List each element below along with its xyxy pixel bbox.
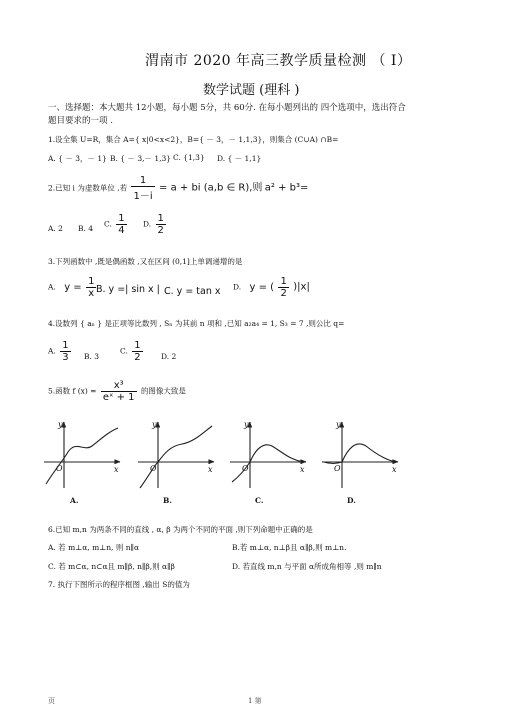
q3-option-a bbox=[48, 276, 98, 299]
graph-d bbox=[322, 422, 398, 488]
q4-optc-num: 1 bbox=[134, 340, 141, 351]
graph-b-o: O bbox=[150, 464, 157, 473]
q2-prefix: 2.已知 i 为虚数单位 ,若 bbox=[48, 183, 128, 193]
q4-opta-frac bbox=[60, 340, 70, 363]
q4-optc-label: C. bbox=[120, 346, 128, 356]
q1-option-d: D. { － 1,1} bbox=[217, 154, 262, 163]
q5-graph-label-b: B. bbox=[163, 496, 172, 505]
graph-a-o: O bbox=[56, 464, 63, 473]
q3-optd-lhs: y = ( bbox=[249, 281, 275, 293]
q2-option-d-label: D. bbox=[143, 219, 152, 229]
q2-expr: a² + b³= bbox=[264, 182, 309, 194]
q3-stem: 3.下列函数中 ,既是偶函数 ,又在区间 (0,1]上单调递增的是 bbox=[48, 257, 243, 266]
q4-stem: 4.设数列 { aₙ } 是正项等比数列 , Sₙ 为其前 n 项和 ,已知 a₂a₄ = 1, S₃ = 7 ,则公比 q= bbox=[48, 319, 345, 328]
q4-option-b: B. 3 bbox=[84, 352, 100, 361]
q4-optc-frac bbox=[132, 340, 142, 363]
graph-c-y: y bbox=[244, 420, 249, 429]
graph-d-o: O bbox=[334, 464, 341, 473]
q2-optd-num: 1 bbox=[157, 213, 164, 224]
q4-option-d: D. 2 bbox=[161, 352, 177, 361]
q1-option-a: A. { － 3，－ 1} bbox=[48, 154, 107, 163]
q5-fraction bbox=[101, 380, 137, 403]
q4-option-c bbox=[120, 340, 145, 363]
q2-option-c bbox=[104, 213, 129, 236]
q2-option-a: A. 2 bbox=[48, 224, 63, 233]
q2-optc-den: 4 bbox=[118, 225, 125, 236]
q3-optd-label: D. bbox=[233, 282, 242, 292]
q2-optd-den: 2 bbox=[157, 225, 164, 236]
q5-graph-label-a: A. bbox=[70, 496, 79, 505]
graph-c-x: x bbox=[300, 465, 305, 474]
q6-option-b: B.若 m⊥α, n⊥β且 α∥β,则 m⊥n. bbox=[232, 543, 347, 552]
q3-option-c: C. y = tan x bbox=[164, 286, 221, 297]
q1-option-b: B. { － 3,－ 1,3} bbox=[110, 154, 172, 163]
q7-stem: 7. 执行下图所示的程序框图 ,输出 S的值为 bbox=[48, 580, 190, 589]
q2-option-c-frac bbox=[116, 213, 126, 236]
q1-stem: 1.设全集 U=R，集合 A={ x|0<x<2}，B={ － 3，－ 1,1,3}，则集合 (C∪A) ∩B= bbox=[48, 135, 339, 144]
q2-mid: = a + bi (a,b ∈ R),则 bbox=[159, 182, 263, 194]
q5-suffix: 的图像大致是 bbox=[140, 386, 186, 396]
graph-c bbox=[230, 422, 306, 488]
q5-frac-num: x³ bbox=[101, 380, 137, 392]
graph-a bbox=[44, 422, 120, 488]
q4-opta-label: A. bbox=[48, 346, 56, 356]
q5-prefix: 5.函数 f (x) = bbox=[48, 386, 97, 396]
q3-optd-frac bbox=[278, 276, 288, 299]
q4-opta-den: 3 bbox=[62, 352, 69, 363]
q3-option-b: B. y =| sin x | bbox=[96, 284, 160, 295]
q4-option-a bbox=[48, 340, 73, 363]
q2-option-c-label: C. bbox=[104, 219, 112, 229]
q3-opta-lhs: y = bbox=[64, 281, 82, 293]
graph-b bbox=[138, 422, 214, 488]
section-intro-line2: 题目要求的一项 . bbox=[48, 116, 113, 126]
q5-graphs bbox=[40, 418, 400, 494]
page-title: 渭南市 2020 年高三教学质量检测 （ Ⅰ） bbox=[145, 53, 412, 69]
q6-option-c: C. 若 m⊂α, n⊂α且 m∥β, n∥β,则 α∥β bbox=[48, 562, 175, 571]
q6-option-d: D. 若直线 m,n 与平面 α所成角相等 ,则 m∥n bbox=[232, 562, 382, 571]
q2-frac-num: 1 bbox=[131, 175, 154, 187]
q2-option-b: B. 4 bbox=[78, 224, 94, 233]
q3-opta-label: A. bbox=[48, 282, 56, 292]
q2-frac-den: 1－i bbox=[133, 191, 153, 202]
q3-optd-den: 2 bbox=[280, 288, 287, 299]
q4-opta-num: 1 bbox=[62, 340, 69, 351]
q3-optd-rhs: )|x| bbox=[293, 281, 310, 293]
graph-c-o: O bbox=[242, 464, 249, 473]
footer-page-number: 1 第 bbox=[248, 697, 262, 705]
q2-option-d-frac bbox=[156, 213, 166, 236]
q5-graph-label-c: C. bbox=[255, 496, 264, 505]
q4-optc-den: 2 bbox=[134, 352, 141, 363]
q1-option-c: C. {1,3} bbox=[173, 153, 205, 162]
q5-stem bbox=[48, 380, 186, 403]
q6-option-a: A. 若 m⊥α, m⊥n, 则 n∥α bbox=[48, 543, 140, 552]
graph-b-y: y bbox=[152, 420, 157, 429]
q3-optd-num: 1 bbox=[280, 276, 287, 287]
q5-frac-den: eˣ + 1 bbox=[102, 392, 135, 403]
footer-left: 页 bbox=[48, 697, 55, 705]
q2-option-d bbox=[143, 213, 168, 236]
q6-stem: 6.已知 m,n 为两条不同的直线 , α, β 为两个不同的平面 ,则下列命题中正确的是 bbox=[48, 525, 313, 534]
graph-d-x: x bbox=[392, 465, 397, 474]
q2-optc-num: 1 bbox=[118, 213, 125, 224]
graph-b-x: x bbox=[208, 465, 213, 474]
q2-stem bbox=[48, 175, 308, 202]
page-subtitle: 数学试题 (理科 ) bbox=[203, 83, 300, 98]
q3-opta-frac bbox=[86, 276, 96, 299]
graph-a-y: y bbox=[58, 420, 63, 429]
q3-opta-num: 1 bbox=[88, 276, 95, 287]
graph-d-y: y bbox=[336, 420, 341, 429]
q3-opta-den: x bbox=[88, 288, 95, 299]
graph-a-x: x bbox=[114, 465, 119, 474]
q2-fraction bbox=[131, 175, 154, 202]
section-intro-line1: 一、选择题：本大题共 12小题，每小题 5分，共 60分. 在每小题列出的 四个选项中，选出符合 bbox=[48, 103, 406, 113]
q3-option-d bbox=[233, 276, 310, 299]
q5-graph-label-d: D. bbox=[347, 496, 356, 505]
